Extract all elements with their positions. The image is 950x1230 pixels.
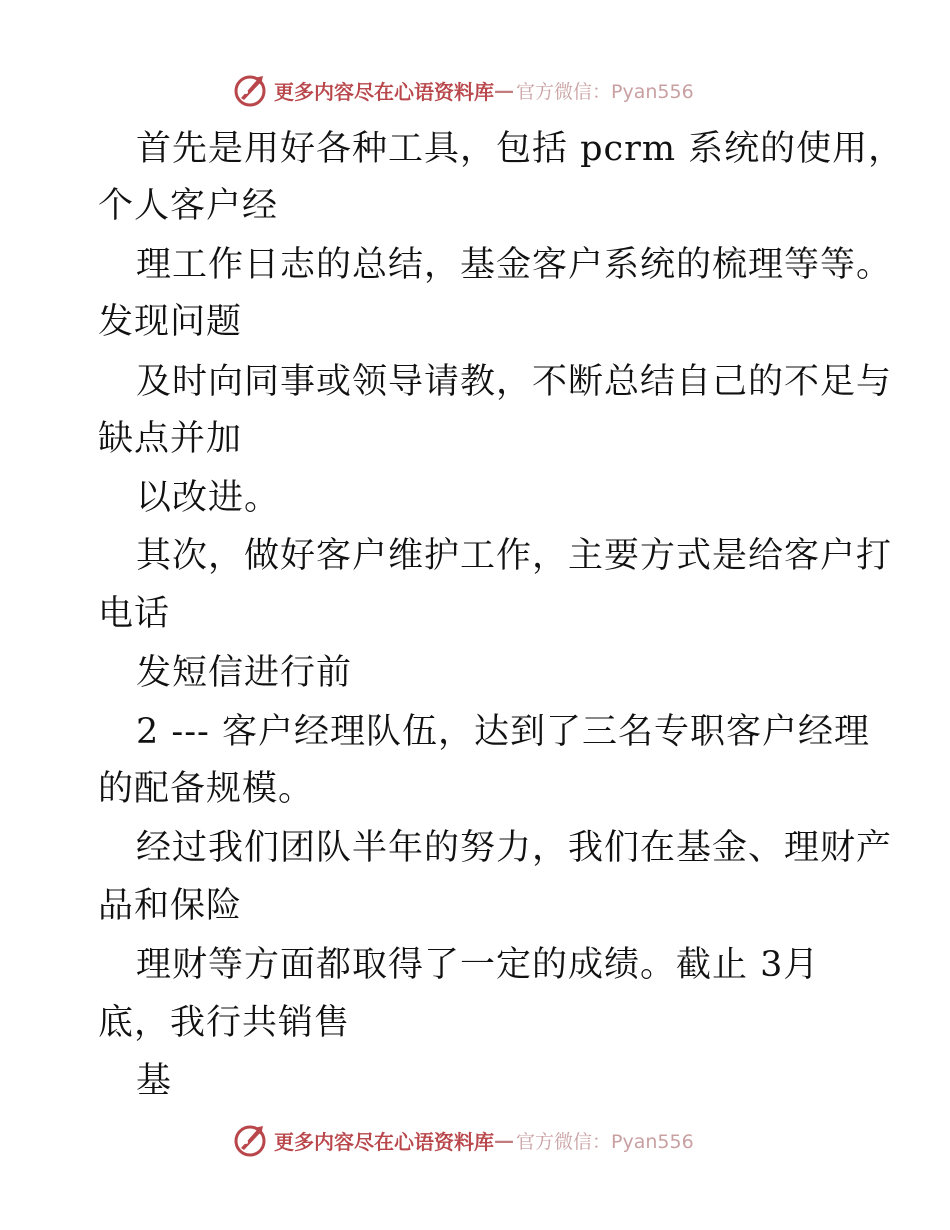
text-line: 以改进。 [136,478,281,518]
text-line: 基 [136,1061,173,1101]
text-line: 品和保险 [98,886,243,926]
banner-wechat: 官方微信：Pyan556 [516,80,694,103]
text-line: 发短信进行前 [136,653,353,693]
text-line: 个人客户经 [98,186,279,226]
footer-banner-content [232,1120,694,1160]
text-line: 理工作日志的总结，基金客户系统的梳理等等。 [136,245,893,285]
text-line: 理财等方面都取得了一定的成绩。截止 3月 [136,945,820,985]
banner-dash: — [494,78,514,102]
footer-banner [0,1120,950,1160]
text-line: 其次，做好客户维护工作，主要方式是给客户打 [136,536,893,576]
text-line: 发现问题 [98,302,243,342]
text-line: 的配备规模。 [98,769,315,809]
banner-site-name: 更多内容尽在心语资料库 [274,1129,494,1154]
text-line: 经过我们团队半年的努力，我们在基金、理财产 [136,828,893,868]
banner-dash: — [494,1128,514,1152]
banner-wechat: 官方微信：Pyan556 [516,1130,694,1153]
text-line: 电话 [98,594,171,634]
quill-logo-icon [232,1122,268,1158]
text-line: 底，我行共销售 [98,1003,351,1043]
text-line: 及时向同事或领导请教，不断总结自己的不足与 [136,362,893,402]
banner-site-name: 更多内容尽在心语资料库 [274,79,494,104]
text-line: 2 --- 客户经理队伍，达到了三名专职客户经理 [136,712,870,752]
text-line: 缺点并加 [98,419,243,459]
text-line: 首先是用好各种工具，包括 pcrm 系统的使用， [136,129,905,169]
